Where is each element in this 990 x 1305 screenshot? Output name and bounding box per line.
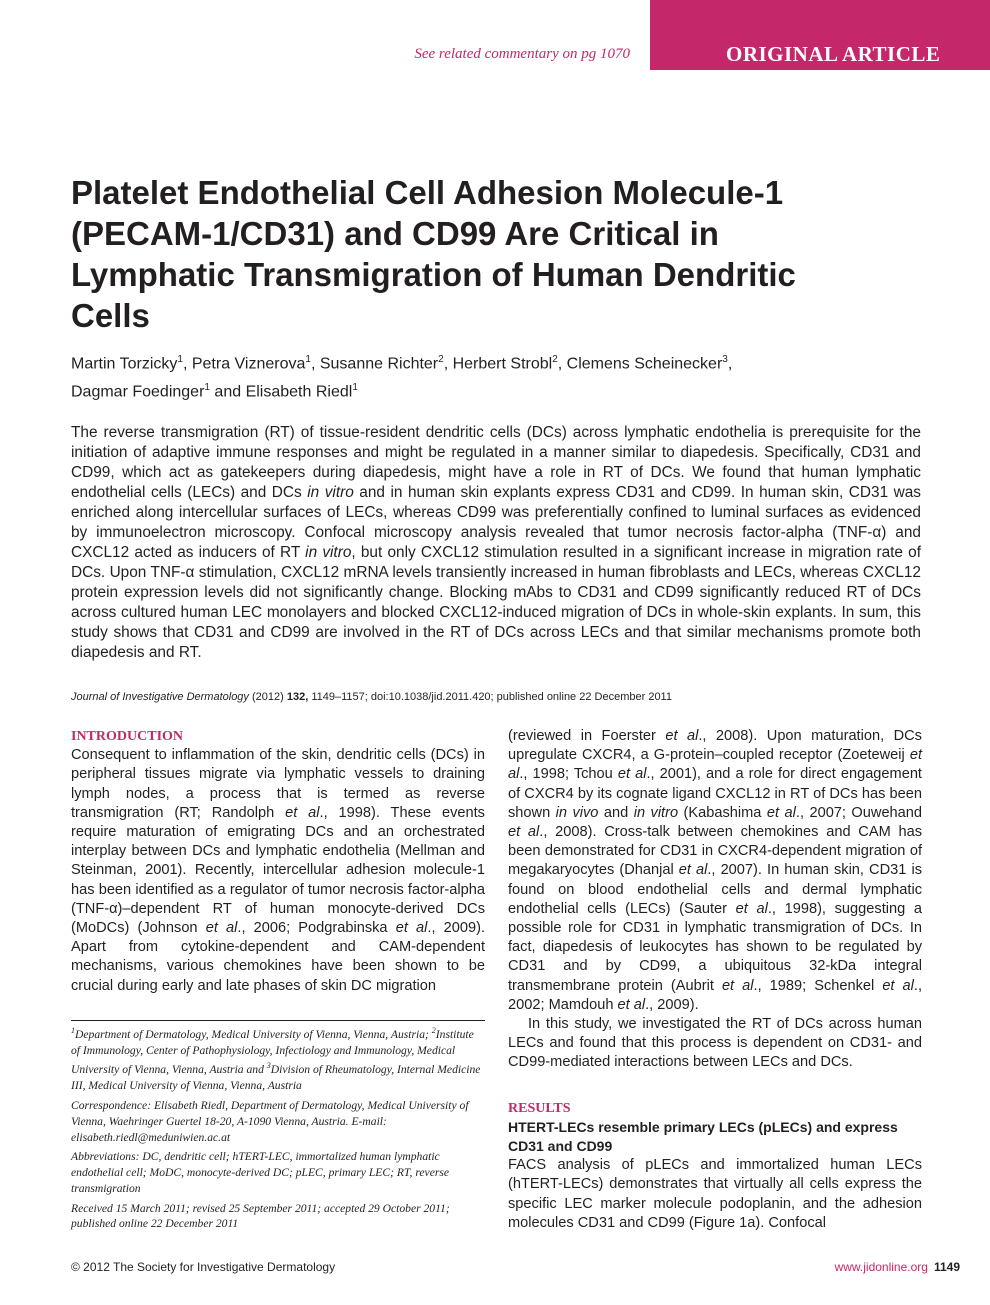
body-italic: et al	[735, 900, 768, 917]
affiliation-mark: 3	[722, 354, 728, 365]
page-number: 1149	[933, 1260, 960, 1274]
affiliation-text: Institute of Immunology, Center of Pathophysiology, Infectiology and Immunology, Medical University of Vienna, Vienna, Austria and	[71, 1027, 474, 1077]
received-dates: Received 15 March 2011; revised 25 September 2011; accepted 29 October 2011; published online 22 December 2011	[71, 1201, 450, 1231]
body-text: Consequent to inflammation of the skin, dendritic cells (DCs) in peripheral tissues migrate via lymphatic vessels to draining lymph nodes, a process that is termed as reverse transmigration (RT; Randolph	[71, 747, 485, 821]
abstract-italic: in vitro	[305, 544, 352, 561]
body-italic: et al	[395, 920, 428, 937]
body-italic: in vitro	[633, 804, 679, 821]
footer-right	[835, 1260, 960, 1274]
affiliation-mark: 2	[431, 1026, 436, 1035]
author-line-1: Martin Torzicky$^1$, Petra Viznerova$^1$, Susanne Richter$^2$, Herbert Strobl$^2$, Clemens Scheinecker$^3$,	[71, 354, 733, 373]
body-paragraph	[508, 727, 922, 1015]
author-list	[71, 348, 871, 405]
abstract-text: , but only CXCL12 stimulation resulted in a significant increase in migration rate of DCs. Upon TNF-α stimulation, CXCL12 mRNA levels transiently increased in human fibroblasts and LECs, whereas CXCL12 protein expression levels did not significantly change. Blocking mAbs to CD31 and CD99 significantly reduced RT of DCs across cultured human LEC monolayers and blocked CXCL12-induced migration of DCs in whole-skin explants. In sum, this study shows that CD31 and CD99 are involved in the RT of DCs across LECs and that similar mechanisms promote both diapedesis and RT.	[71, 544, 921, 661]
body-text: ., 2007; Ouwehand	[795, 804, 923, 821]
section-spacer	[508, 1073, 922, 1099]
results-subheading: HTERT-LECs resemble primary LECs (pLECs) and express CD31 and CD99	[508, 1118, 898, 1155]
body-italic: et al	[508, 824, 540, 841]
affiliation-mark: 3	[266, 1061, 271, 1071]
abstract	[71, 423, 921, 663]
author-name: Herbert Strobl	[452, 355, 553, 373]
body-paragraph: In this study, we investigated the RT of DCs across human LECs and found that this process is dependent on CD31- and CD99-mediated interactions between LECs and DCs.	[508, 1016, 922, 1071]
body-text: ., 1998; Tchou	[519, 766, 618, 783]
author-name: Dagmar Foedinger	[71, 383, 205, 401]
abstract-text: The reverse transmigration (RT) of tissue-resident dendritic cells (DCs) across lymphatic endothelia is prerequisite for the initiation of adaptive immune responses and might be regulated in a manner similar to diapedesis. Specifically, CD31 and CD99, which act as gatekeepers during diapedesis, might have a role in RT of DCs. We found that human lymphatic endothelial cells (LECs) and DCs	[71, 424, 921, 501]
affiliation-text: Division of Rheumatology, Internal Medicine III, Medical University of Vienna, Vienna, Austria	[71, 1063, 481, 1093]
results-heading: RESULTS	[508, 1100, 571, 1116]
left-column	[71, 727, 485, 996]
body-text: ., 2006; Podgrabinska	[237, 920, 396, 937]
affiliation-mark: 2	[438, 354, 444, 365]
author-name: Susanne Richter	[319, 355, 439, 373]
copyright-notice: © 2012 The Society for Investigative Dermatology	[71, 1260, 336, 1274]
body-text: ., 2001), and a role for direct engagement of CXCR4 by its cognate ligand CXCL12 in RT of DCs has been shown	[508, 766, 922, 821]
body-text: ., 1989; Schenkel	[753, 977, 883, 994]
affiliation-mark: 1	[352, 382, 358, 394]
affiliations	[71, 1023, 485, 1094]
affiliation-text: Department of Dermatology, Medical University of Vienna, Vienna, Austria;	[75, 1027, 429, 1041]
body-text: ., 2007). In human skin, CD31 is found on blood endothelial cells and dermal lymphatic endothelial cells (LECs) (Sauter	[508, 862, 922, 917]
body-italic: et al	[205, 920, 238, 937]
introduction-paragraph	[71, 746, 485, 996]
affiliation-mark: 2	[552, 354, 558, 365]
body-text: ., 2008). Upon maturation, DCs upregulate CXCR4, a G-protein–coupled receptor (Zoeteweij	[508, 728, 922, 764]
body-text: (reviewed in Foerster	[508, 728, 666, 744]
body-italic: et al	[617, 766, 647, 783]
article-type-label: ORIGINAL ARTICLE	[726, 42, 941, 66]
body-italic: in vivo	[555, 804, 599, 821]
author-name: Clemens Scheinecker	[566, 355, 723, 373]
results-paragraph: FACS analysis of pLECs and immortalized human LECs (hTERT-LECs) demonstrates that virtually all cells express the specific LEC marker molecule podoplanin, and the adhesion molecules CD31 and CD99 (Figure 1a). Confocal	[508, 1157, 922, 1231]
body-text: ., 1998), suggesting a possible role for CD31 in lymphatic transmigration of DCs. In fact, diapedesis of leukocytes has shown to be regulated by CD31 and by CD99, a ubiquitous 32-kDa integral transmembrane protein (Aubrit	[508, 900, 922, 994]
author-conjunction: and	[214, 383, 242, 401]
body-italic: et al	[766, 804, 796, 821]
citation-year: (2012)	[248, 691, 287, 703]
citation-volume: 132,	[286, 691, 309, 703]
related-commentary-link[interactable]: See related commentary on pg 1070	[414, 46, 630, 62]
abbreviations: Abbreviations: DC, dendritic cell; hTERT-LEC, immortalized human lymphatic endothelial cell; MoDC, monocyte-derived DC; pLEC, primary LEC; RT, reverse transmigration	[71, 1150, 450, 1195]
author-name: Martin Torzicky	[71, 355, 178, 373]
body-text: ., 2009). Apart from cytokine-dependent and CAM-dependent mechanisms, various chemokines have been shown to be crucial during early and late phases of skin DC migration	[71, 920, 486, 994]
journal-citation	[71, 690, 921, 704]
affiliation-mark: 1	[305, 354, 311, 365]
affiliation-mark: 1	[71, 1026, 75, 1035]
body-italic: et al	[678, 862, 708, 879]
body-text: ., 2002; Mamdouh	[508, 977, 922, 1013]
body-italic: et al	[508, 747, 922, 783]
affiliation-mark: 1	[204, 382, 210, 394]
body-italic: et al	[617, 996, 646, 1013]
journal-name: Journal of Investigative Dermatology	[71, 691, 249, 703]
article-title: Platelet Endothelial Cell Adhesion Molecule-1 (PECAM-1/CD31) and CD99 Are Critical in Lymphatic Transmigration of Human Dendritic Cells	[71, 174, 796, 334]
introduction-heading: INTRODUCTION	[71, 729, 184, 744]
author-name: Petra Viznerova	[191, 355, 306, 373]
right-column	[508, 727, 922, 1233]
citation-details: 1149–1157; doi:10.1038/jid.2011.420; published online 22 December 2011	[308, 691, 672, 703]
author-line-2	[71, 376, 871, 404]
body-text: and	[598, 804, 634, 821]
body-text: (Kabashima	[678, 804, 767, 821]
body-italic: et al	[665, 728, 699, 744]
body-italic: et al	[721, 977, 754, 994]
abstract-italic: in vitro	[307, 484, 354, 501]
body-text: ., 1998). These events require maturation of emigrating DCs and an orchestrated interplay between DCs and lymphatic endothelia (Mellman and Steinman, 2001). Recently, intercellular adhesion molecule-1 has been identified as a regulator of tumor necrosis factor-alpha (TNF-α)–dependent RT of human monocyte-derived DCs (MoDCs) (Johnson	[71, 804, 485, 937]
author-name: Elisabeth Riedl	[245, 383, 353, 401]
correspondence: Correspondence: Elisabeth Riedl, Department of Dermatology, Medical University of Vienna, Waehringer Guertel 18-20, A-1090 Vienna, Austria. E-mail: elisabeth.riedl@meduniwien.ac.at	[71, 1098, 469, 1144]
body-text: ., 2009).	[645, 996, 699, 1013]
journal-website-link[interactable]: www.jidonline.org	[834, 1260, 928, 1274]
body-italic: et al	[882, 977, 914, 994]
article-type-banner	[650, 0, 990, 70]
abstract-text: and in human skin explants express CD31 and CD99. In human skin, CD31 was enriched along intercellular surfaces of LECs, whereas CD99 was preferentially confined to luminal surfaces as evidenced by immunoelectron microscopy. Confocal microscopy analysis revealed that tumor necrosis factor-alpha (TNF-α) and CXCL12 acted as inducers of RT	[71, 484, 921, 561]
affiliation-mark: 1	[177, 354, 183, 365]
body-text: ., 2008). Cross-talk between chemokines and CAM has been demonstrated for CD31 in CXCR4-dependent migration of megakaryocytes (Dhanjal	[508, 824, 922, 879]
body-italic: et al	[285, 804, 320, 821]
footnotes	[71, 1020, 485, 1236]
